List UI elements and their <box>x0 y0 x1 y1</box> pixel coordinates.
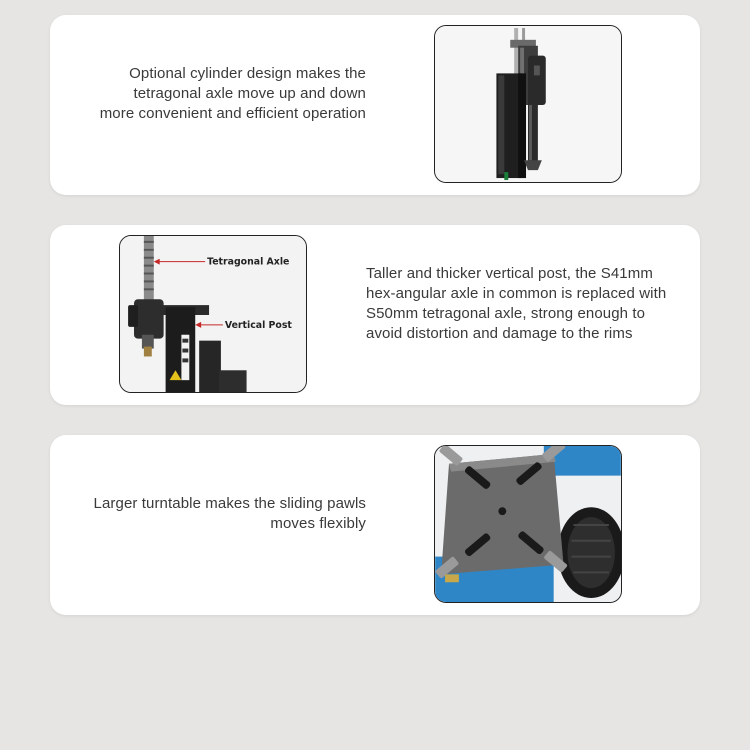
description-line: moves flexibly <box>270 515 366 532</box>
description-line: S50mm tetragonal axle, strong enough to <box>366 305 646 322</box>
callout-vertical-post: Vertical Post <box>224 319 292 331</box>
turntable-photo <box>434 445 622 603</box>
vertical-post-photo <box>119 235 307 393</box>
feature-card-vertical-post <box>50 225 700 405</box>
description-line: tetragonal axle move up and down <box>133 85 366 102</box>
turntable-illustration <box>435 446 621 602</box>
feature-description <box>94 494 366 534</box>
feature-card-cylinder <box>50 15 700 195</box>
description-line: Larger turntable makes the sliding pawls <box>93 495 366 512</box>
description-line: avoid distortion and damage to the rims <box>366 325 633 342</box>
feature-card-turntable <box>50 435 700 615</box>
description-line: hex-angular axle in common is replaced with <box>366 285 667 302</box>
callout-tetragonal-axle: Tetragonal Axle <box>207 256 290 268</box>
description-line: Taller and thicker vertical post, the S41mm <box>366 265 653 282</box>
description-line: Optional cylinder design makes the <box>129 65 366 82</box>
description-line: more convenient and efficient operation <box>99 105 366 122</box>
feature-description <box>366 264 666 344</box>
vertical-post-illustration <box>120 236 306 392</box>
cylinder-post-photo <box>434 25 622 183</box>
cylinder-post-illustration <box>435 26 621 182</box>
feature-description <box>100 64 366 124</box>
